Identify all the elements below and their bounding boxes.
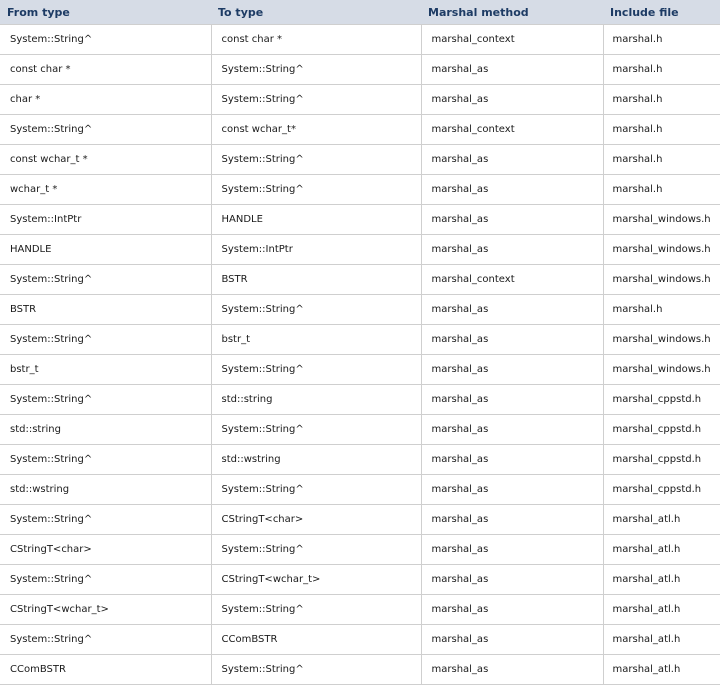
marshal-method-cell: marshal_as bbox=[421, 355, 603, 385]
table-row bbox=[0, 235, 720, 265]
to-type-cell: System::String^ bbox=[211, 145, 421, 175]
table-row bbox=[0, 55, 720, 85]
table-row bbox=[0, 205, 720, 235]
to-type-cell: HANDLE bbox=[211, 205, 421, 235]
marshal-method-cell: marshal_as bbox=[421, 205, 603, 235]
include-file-cell: marshal_windows.h bbox=[603, 325, 720, 355]
from-type-cell: BSTR bbox=[0, 295, 211, 325]
include-file-cell: marshal_windows.h bbox=[603, 265, 720, 295]
header-marshal-method: Marshal method bbox=[421, 0, 603, 25]
to-type-cell: System::String^ bbox=[211, 475, 421, 505]
marshal-method-cell: marshal_as bbox=[421, 565, 603, 595]
marshal-method-cell: marshal_as bbox=[421, 175, 603, 205]
to-type-cell: const wchar_t* bbox=[211, 115, 421, 145]
to-type-cell: System::IntPtr bbox=[211, 235, 421, 265]
table-row bbox=[0, 325, 720, 355]
marshal-method-cell: marshal_context bbox=[421, 25, 603, 55]
include-file-cell: marshal_cppstd.h bbox=[603, 475, 720, 505]
from-type-cell: System::String^ bbox=[0, 115, 211, 145]
marshal-method-cell: marshal_as bbox=[421, 325, 603, 355]
from-type-cell: System::IntPtr bbox=[0, 205, 211, 235]
table-row bbox=[0, 385, 720, 415]
include-file-cell: marshal.h bbox=[603, 115, 720, 145]
to-type-cell: std::wstring bbox=[211, 445, 421, 475]
to-type-cell: System::String^ bbox=[211, 655, 421, 685]
marshal-method-cell: marshal_as bbox=[421, 655, 603, 685]
table-row bbox=[0, 85, 720, 115]
include-file-cell: marshal_atl.h bbox=[603, 595, 720, 625]
from-type-cell: HANDLE bbox=[0, 235, 211, 265]
header-to-type: To type bbox=[211, 0, 421, 25]
table-body bbox=[0, 25, 720, 685]
from-type-cell: CComBSTR bbox=[0, 655, 211, 685]
marshal-method-cell: marshal_as bbox=[421, 85, 603, 115]
to-type-cell: BSTR bbox=[211, 265, 421, 295]
table-row bbox=[0, 355, 720, 385]
table-row bbox=[0, 25, 720, 55]
to-type-cell: System::String^ bbox=[211, 535, 421, 565]
to-type-cell: System::String^ bbox=[211, 175, 421, 205]
from-type-cell: wchar_t * bbox=[0, 175, 211, 205]
table-row bbox=[0, 115, 720, 145]
from-type-cell: std::wstring bbox=[0, 475, 211, 505]
table-row bbox=[0, 415, 720, 445]
marshal-method-cell: marshal_as bbox=[421, 475, 603, 505]
include-file-cell: marshal_atl.h bbox=[603, 565, 720, 595]
to-type-cell: std::string bbox=[211, 385, 421, 415]
to-type-cell: System::String^ bbox=[211, 415, 421, 445]
table-row bbox=[0, 625, 720, 655]
to-type-cell: CComBSTR bbox=[211, 625, 421, 655]
marshal-method-cell: marshal_as bbox=[421, 55, 603, 85]
table-row bbox=[0, 445, 720, 475]
include-file-cell: marshal_atl.h bbox=[603, 625, 720, 655]
to-type-cell: System::String^ bbox=[211, 85, 421, 115]
from-type-cell: const char * bbox=[0, 55, 211, 85]
include-file-cell: marshal_windows.h bbox=[603, 205, 720, 235]
from-type-cell: std::string bbox=[0, 415, 211, 445]
table-row bbox=[0, 145, 720, 175]
from-type-cell: System::String^ bbox=[0, 625, 211, 655]
include-file-cell: marshal_windows.h bbox=[603, 355, 720, 385]
to-type-cell: System::String^ bbox=[211, 55, 421, 85]
from-type-cell: System::String^ bbox=[0, 325, 211, 355]
include-file-cell: marshal_windows.h bbox=[603, 235, 720, 265]
marshal-method-cell: marshal_as bbox=[421, 235, 603, 265]
table-row bbox=[0, 175, 720, 205]
marshal-method-cell: marshal_context bbox=[421, 265, 603, 295]
include-file-cell: marshal.h bbox=[603, 85, 720, 115]
from-type-cell: System::String^ bbox=[0, 565, 211, 595]
from-type-cell: System::String^ bbox=[0, 505, 211, 535]
from-type-cell: System::String^ bbox=[0, 385, 211, 415]
to-type-cell: CStringT<wchar_t> bbox=[211, 565, 421, 595]
marshal-method-cell: marshal_as bbox=[421, 295, 603, 325]
marshal-method-cell: marshal_context bbox=[421, 115, 603, 145]
to-type-cell: CStringT<char> bbox=[211, 505, 421, 535]
include-file-cell: marshal_cppstd.h bbox=[603, 385, 720, 415]
from-type-cell: System::String^ bbox=[0, 445, 211, 475]
include-file-cell: marshal.h bbox=[603, 55, 720, 85]
marshal-method-cell: marshal_as bbox=[421, 415, 603, 445]
include-file-cell: marshal.h bbox=[603, 175, 720, 205]
include-file-cell: marshal_atl.h bbox=[603, 505, 720, 535]
table-row bbox=[0, 295, 720, 325]
marshal-method-cell: marshal_as bbox=[421, 535, 603, 565]
header-row bbox=[0, 0, 720, 25]
include-file-cell: marshal_atl.h bbox=[603, 535, 720, 565]
marshal-method-cell: marshal_as bbox=[421, 625, 603, 655]
table-row bbox=[0, 505, 720, 535]
include-file-cell: marshal.h bbox=[603, 25, 720, 55]
from-type-cell: System::String^ bbox=[0, 265, 211, 295]
from-type-cell: System::String^ bbox=[0, 25, 211, 55]
header-from-type: From type bbox=[0, 0, 211, 25]
from-type-cell: bstr_t bbox=[0, 355, 211, 385]
to-type-cell: System::String^ bbox=[211, 295, 421, 325]
table-row bbox=[0, 265, 720, 295]
from-type-cell: char * bbox=[0, 85, 211, 115]
marshal-method-cell: marshal_as bbox=[421, 505, 603, 535]
marshal-method-cell: marshal_as bbox=[421, 145, 603, 175]
to-type-cell: const char * bbox=[211, 25, 421, 55]
table-row bbox=[0, 655, 720, 685]
include-file-cell: marshal_atl.h bbox=[603, 655, 720, 685]
from-type-cell: CStringT<char> bbox=[0, 535, 211, 565]
table-row bbox=[0, 475, 720, 505]
marshal-method-cell: marshal_as bbox=[421, 445, 603, 475]
marshal-method-cell: marshal_as bbox=[421, 595, 603, 625]
table-row bbox=[0, 595, 720, 625]
from-type-cell: const wchar_t * bbox=[0, 145, 211, 175]
include-file-cell: marshal_cppstd.h bbox=[603, 415, 720, 445]
marshal-method-cell: marshal_as bbox=[421, 385, 603, 415]
include-file-cell: marshal_cppstd.h bbox=[603, 445, 720, 475]
table-row bbox=[0, 565, 720, 595]
to-type-cell: System::String^ bbox=[211, 595, 421, 625]
to-type-cell: System::String^ bbox=[211, 355, 421, 385]
table-header bbox=[0, 0, 720, 25]
include-file-cell: marshal.h bbox=[603, 145, 720, 175]
include-file-cell: marshal.h bbox=[603, 295, 720, 325]
table-row bbox=[0, 535, 720, 565]
from-type-cell: CStringT<wchar_t> bbox=[0, 595, 211, 625]
to-type-cell: bstr_t bbox=[211, 325, 421, 355]
header-include-file: Include file bbox=[603, 0, 720, 25]
